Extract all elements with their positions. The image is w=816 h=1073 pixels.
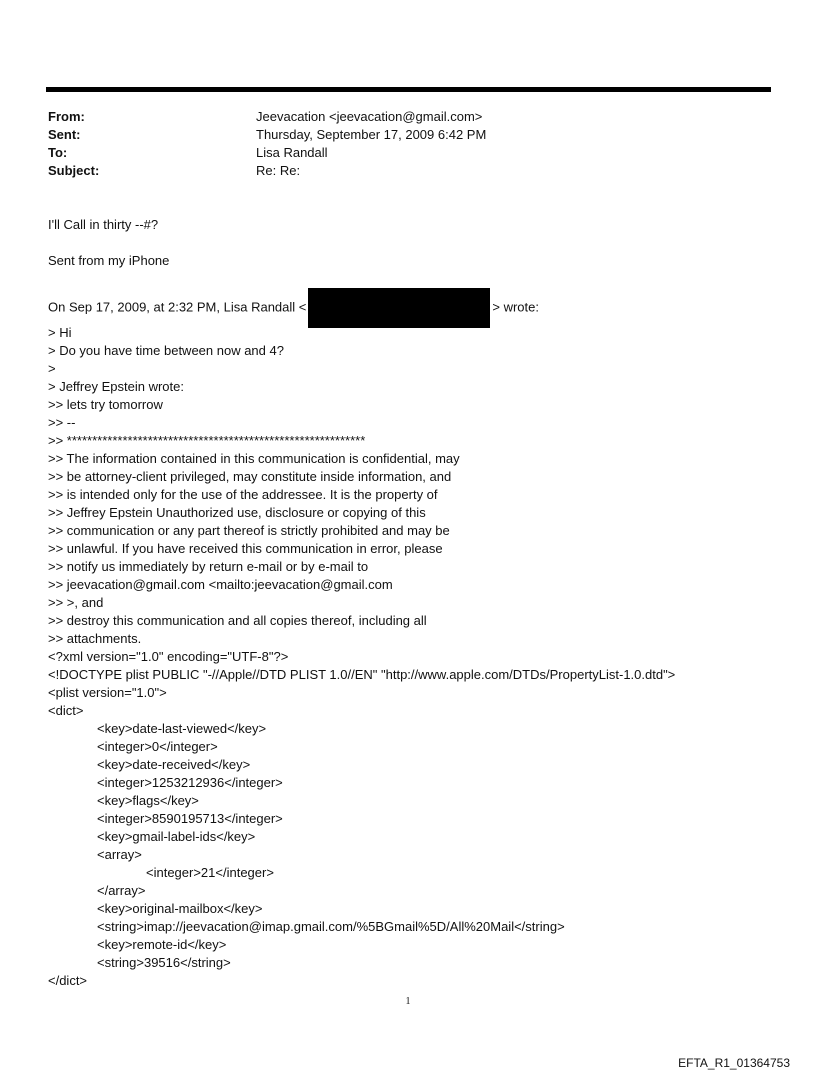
xml-line: <plist version="1.0"> xyxy=(48,685,167,700)
quoted-line: >> communication or any part thereof is strictly prohibited and may be xyxy=(48,523,450,538)
from-label: From: xyxy=(48,109,85,124)
to-row xyxy=(48,144,748,162)
subject-label: Subject: xyxy=(48,163,100,178)
subject-row xyxy=(48,162,748,180)
quoted-line: >> destroy this communication and all copies thereof, including all xyxy=(48,613,427,628)
quoted-line: >> notify us immediately by return e-mail or by e-mail to xyxy=(48,559,369,574)
xml-line: <!DOCTYPE plist PUBLIC "-//Apple//DTD PLIST 1.0//EN" "http://www.apple.com/DTDs/PropertyList-1.0.dtd"> xyxy=(48,667,676,682)
to-label: To: xyxy=(48,145,68,160)
from-row xyxy=(48,108,748,126)
quoted-line: >> *********************************************************** xyxy=(48,433,366,448)
xml-line: </dict> xyxy=(48,973,88,988)
from-value: Jeevacation <jeevacation@gmail.com> xyxy=(256,109,483,124)
reply-attribution xyxy=(48,288,788,315)
signature-line: Sent from my iPhone xyxy=(48,253,170,268)
quoted-line: >> is intended only for the use of the addressee. It is the property of xyxy=(48,487,438,502)
xml-line: <dict> xyxy=(48,703,84,718)
sent-label: Sent: xyxy=(48,127,81,142)
page-number: 1 xyxy=(405,996,411,1007)
attribution-suffix: > wrote: xyxy=(492,299,539,315)
quoted-line: >> attachments. xyxy=(48,631,142,646)
xml-line: <string>39516</string> xyxy=(97,955,231,970)
quoted-line: >> unlawful. If you have received this communication in error, please xyxy=(48,541,443,556)
xml-line: <integer>8590195713</integer> xyxy=(97,811,283,826)
xml-line: <key>gmail-label-ids</key> xyxy=(97,829,256,844)
subject-value: Re: Re: xyxy=(256,163,301,178)
sent-row xyxy=(48,126,748,144)
quoted-line: > xyxy=(48,361,56,376)
quoted-line: > Do you have time between now and 4? xyxy=(48,343,284,358)
quoted-line: >> The information contained in this communication is confidential, may xyxy=(48,451,460,466)
redaction-box xyxy=(308,288,490,328)
to-value: Lisa Randall xyxy=(256,145,328,160)
xml-line: </array> xyxy=(97,883,146,898)
header-rule xyxy=(46,87,771,92)
quoted-text xyxy=(48,324,788,648)
document-id: EFTA_R1_01364753 xyxy=(678,1056,790,1070)
quoted-line: >> jeevacation@gmail.com <mailto:jeevacation@gmail.com xyxy=(48,577,393,592)
quoted-line: >> -- xyxy=(48,415,76,430)
quoted-line: >> >, and xyxy=(48,595,104,610)
message-line: I'll Call in thirty --#? xyxy=(48,217,159,232)
xml-line: <key>flags</key> xyxy=(97,793,199,808)
xml-line: <key>remote-id</key> xyxy=(97,937,227,952)
xml-line: <integer>0</integer> xyxy=(97,739,218,754)
xml-line: <string>imap://jeevacation@imap.gmail.com/%5BGmail%5D/All%20Mail</string> xyxy=(97,919,565,934)
quoted-line: >> lets try tomorrow xyxy=(48,397,163,412)
xml-line: <array> xyxy=(97,847,142,862)
xml-line: <key>date-last-viewed</key> xyxy=(97,721,267,736)
xml-line: <integer>1253212936</integer> xyxy=(97,775,283,790)
email-body xyxy=(48,216,788,990)
quoted-line: >> Jeffrey Epstein Unauthorized use, disclosure or copying of this xyxy=(48,505,426,520)
attribution-prefix: On Sep 17, 2009, at 2:32 PM, Lisa Randall < xyxy=(48,299,307,315)
quoted-line: > Jeffrey Epstein wrote: xyxy=(48,379,184,394)
sent-value: Thursday, September 17, 2009 6:42 PM xyxy=(256,127,487,142)
xml-line: <key>date-received</key> xyxy=(97,757,251,772)
xml-line: <?xml version="1.0" encoding="UTF-8"?> xyxy=(48,649,289,664)
xml-block xyxy=(48,648,788,990)
quoted-line: > Hi xyxy=(48,325,72,340)
quoted-line: >> be attorney-client privileged, may constitute inside information, and xyxy=(48,469,452,484)
xml-line: <key>original-mailbox</key> xyxy=(97,901,263,916)
xml-line: <integer>21</integer> xyxy=(146,865,274,880)
